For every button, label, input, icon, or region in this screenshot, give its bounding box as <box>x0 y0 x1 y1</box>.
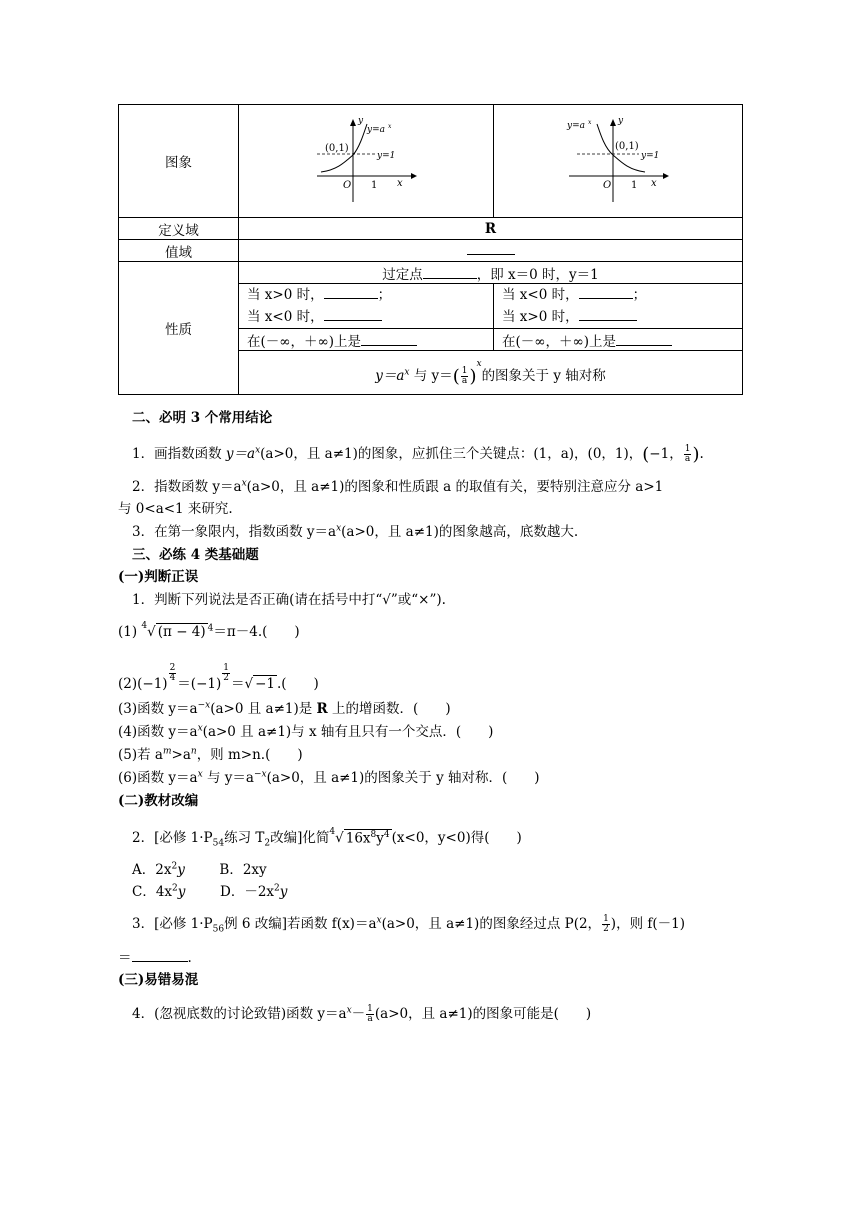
judge-1: (1) $^4$√ (π − 4) $^4$＝π－4.( ) <box>118 621 300 640</box>
subsection-judge: (一)判断正误 <box>118 569 199 585</box>
asymptote-label: y=1 <box>641 151 660 161</box>
x-axis-label: x <box>397 178 403 189</box>
right-prop-line1-end: ； <box>632 287 647 303</box>
left-monotonic <box>239 329 494 351</box>
left-prop-line1: 当 x>0 时， <box>247 287 324 303</box>
right-monotonic <box>494 329 743 351</box>
sym-part1: y＝a <box>375 367 405 384</box>
curve-label: y=a <box>567 121 585 131</box>
tick-label: 1 <box>631 180 638 191</box>
origin-label: O <box>603 180 612 191</box>
graph-cell-a-lt-1 <box>494 105 743 218</box>
sym-sup1: x <box>404 367 410 377</box>
judge-3: (3)函数 $y=a^{-x}(a>0$ 且 a≠1)是 R 上的增函数．( ) <box>118 700 451 717</box>
point-label: (0,1) <box>615 141 639 152</box>
sym-fraction: $\frac{1}{a}$ <box>461 365 468 386</box>
left-sign-props <box>239 284 494 329</box>
row-label-domain: 定义域 <box>119 218 239 240</box>
fixed-point-text-end: ，即 x＝0 时，y＝1 <box>476 266 599 283</box>
right-prop-line1: 当 x<0 时， <box>502 287 579 303</box>
domain-value: R <box>239 218 743 240</box>
question-2: 2．[必修 $1\cdot P_{54}$练习 $T_2$改编]化简$^4$√ $16x^8y^4$ (x<0，y<0)得( ) <box>132 827 522 849</box>
left-mono-text: 在(－∞，＋∞)上是 <box>247 333 362 350</box>
graph-cell-a-gt-1 <box>239 105 494 218</box>
exponential-properties-table <box>118 104 743 395</box>
right-sign-props <box>494 284 743 329</box>
graph-decreasing <box>563 114 673 204</box>
curve-label-sup: x <box>388 123 392 130</box>
subsection-textbook: (二)教材改编 <box>118 793 199 809</box>
sym-part2: 与 y＝ <box>409 367 453 384</box>
conclusion-2-line2: 与 0<a<1 来研究. <box>118 501 233 517</box>
range-blank <box>239 240 743 262</box>
sym-sup2: x <box>476 358 482 369</box>
curve-label: y=a <box>367 125 385 135</box>
question-3: 3．[必修 $1\cdot P_{56}$例 6 改编]若函数 $f(x)=a^x(a>0$，且 a≠1)的图象经过点 P(2， $\frac{1}{2}$ )，则 f(－1) <box>132 914 685 935</box>
sym-part3: 的图象关于 y 轴对称 <box>481 367 606 384</box>
row-label-range: 值域 <box>119 240 239 262</box>
judge-5: (5)若 $a^m>a^n$，则 m>n.( ) <box>118 746 303 763</box>
asymptote-label: y=1 <box>377 151 396 161</box>
origin-label: O <box>343 180 352 191</box>
judge-4: (4)函数 $y=a^x(a>0$ 且 a≠1)与 x 轴有且只有一个交点．( ) <box>118 723 494 740</box>
point-label: (0,1) <box>325 143 349 154</box>
y-axis-label: y <box>358 116 364 126</box>
graph-increasing <box>311 114 421 204</box>
options-row-2: C．$4x^2y$ D．$-2x^2y$ <box>132 883 288 900</box>
curve-label-sup: x <box>588 119 592 126</box>
tick-label: 1 <box>371 180 378 191</box>
left-prop-line1-end: ； <box>377 287 392 303</box>
question-1: 1．判断下列说法是否正确(请在括号中打“√”或“×”). <box>132 592 446 608</box>
row-label-graph: 图象 <box>119 105 239 218</box>
left-prop-line2: 当 x<0 时， <box>247 309 324 325</box>
question-4: 4．(忽视底数的讨论致错)函数 $y=a^x-$ $\frac{1}{a}$ (a>0，且 a≠1)的图象可能是( ) <box>132 1004 592 1024</box>
x-axis-label: x <box>651 178 657 189</box>
judge-2: (2)(−1) $\frac{2}{4}$ ＝(−1) $\frac{1}{2}$ ＝√ −1 .( ) <box>118 663 319 692</box>
options-row-1: A．$2x^2y$ B．2xy <box>132 861 267 878</box>
symmetry-cell: $y=a^x$ 与 y＝( $\frac{1}{a}$ )$^x$的图象关于 y 轴对称 <box>239 351 743 395</box>
subsection-errors: (三)易错易混 <box>118 972 199 988</box>
row-label-properties: 性质 <box>119 262 239 395</box>
right-mono-text: 在(－∞，＋∞)上是 <box>502 333 617 350</box>
conclusion-1: 1．画指数函数 $y=a^x(a>0$，且 a≠1)的图象，应抓住三个关键点：(1，a)，(0，1)，(−1， $\frac{1}{a}$ ). <box>132 444 704 465</box>
right-prop-line2: 当 x>0 时， <box>502 309 579 325</box>
fixed-point-cell <box>239 262 743 284</box>
judge-6: (6)函数 $y=a^x$ 与 $y=a^{-x}(a>0$，且 a≠1)的图象关于 y 轴对称．( ) <box>118 769 540 786</box>
question-3-answer-line: ＝ . <box>118 950 192 966</box>
conclusion-3: 3．在第一象限内，指数函数 $y=a^x(a>0$，且 a≠1)的图象越高，底数越大. <box>132 523 579 540</box>
section2-heading: 二、必明 3 个常用结论 <box>132 410 273 426</box>
y-axis-label: y <box>618 116 624 126</box>
section3-heading: 三、必练 4 类基础题 <box>132 547 259 563</box>
fixed-point-text: 过定点 <box>382 266 423 283</box>
conclusion-2-line1: 2．指数函数 $y=a^x(a>0$，且 a≠1)的图象和性质跟 a 的取值有关，要特别注意应分 a>1 <box>132 478 664 495</box>
